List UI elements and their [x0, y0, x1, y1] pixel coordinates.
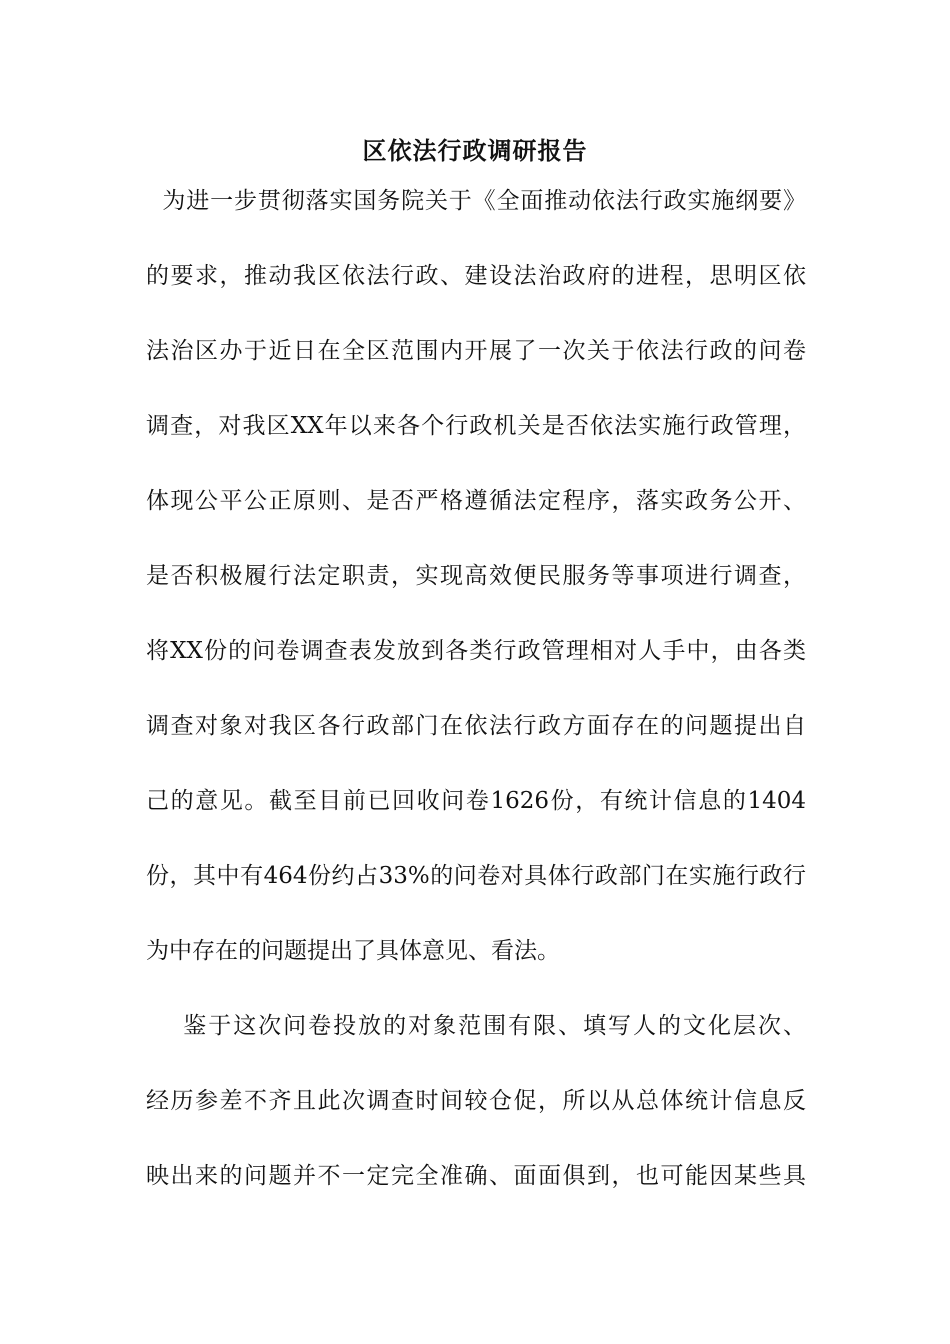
paragraph-line: 鉴于这次问卷投放的对象范围有限、填写人的文化层次、	[146, 1013, 806, 1039]
paragraph-line: 的要求，推动我区依法行政、建设法治政府的进程，思明区依	[146, 263, 806, 289]
document-title: 区依法行政调研报告	[362, 136, 588, 165]
paragraph-line: 调查，对我区XX年以来各个行政机关是否依法实施行政管理，	[146, 413, 806, 439]
paragraph-line: 为进一步贯彻落实国务院关于《全面推动依法行政实施纲要》	[146, 188, 806, 214]
paragraph-line: 调查对象对我区各行政部门在依法行政方面存在的问题提出自	[146, 713, 806, 739]
paragraph-line: 体现公平公正原则、是否严格遵循法定程序，落实政务公开、	[146, 488, 806, 514]
paragraph-line: 己的意见。截至目前已回收问卷1626份，有统计信息的1404	[146, 788, 806, 814]
paragraph-line: 是否积极履行法定职责，实现高效便民服务等事项进行调查，	[146, 563, 806, 589]
paragraph-line: 份，其中有464份约占33%的问卷对具体行政部门在实施行政行	[146, 863, 806, 889]
paragraph-line: 将XX份的问卷调查表发放到各类行政管理相对人手中，由各类	[146, 638, 806, 664]
paragraph-line: 映出来的问题并不一定完全准确、面面俱到，也可能因某些具	[146, 1163, 806, 1189]
paragraph-line: 为中存在的问题提出了具体意见、看法。	[146, 938, 560, 964]
paragraph-line: 法治区办于近日在全区范围内开展了一次关于依法行政的问卷	[146, 338, 806, 364]
paragraph-line: 经历参差不齐且此次调查时间较仓促，所以从总体统计信息反	[146, 1088, 806, 1114]
